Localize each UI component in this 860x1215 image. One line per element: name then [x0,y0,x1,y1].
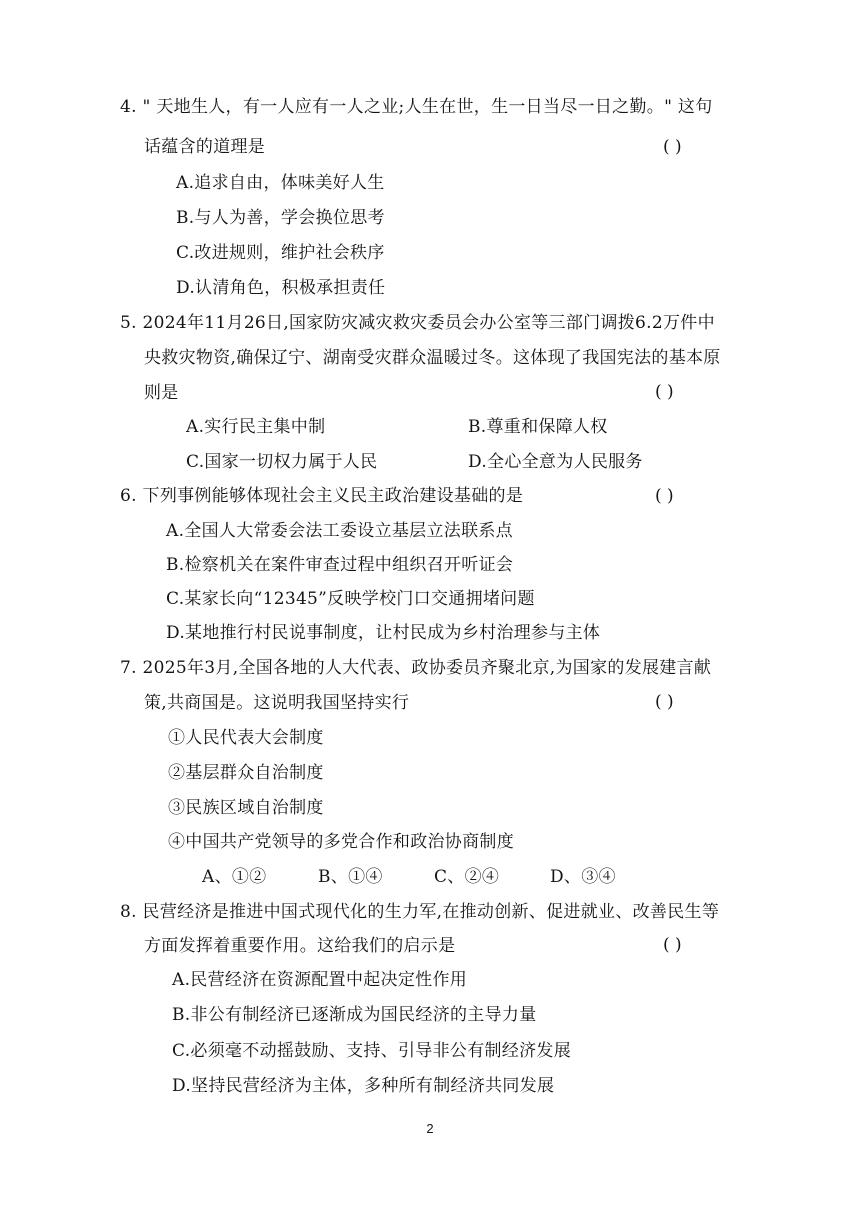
question-4-stem-line-1: 4. " 天地生人，有一人应有一人之业;人生在世，生一日当尽一日之勤。" 这句 [120,97,713,117]
question-5-option-b: B.尊重和保障人权 [468,417,608,437]
question-4-option-a: A.追求自由，体味美好人生 [176,173,385,193]
question-6-stem-line-1: 6. 下列事例能够体现社会主义民主政治建设基础的是 [120,486,524,506]
question-7-answer-bracket: ( ) [655,692,674,712]
question-5-option-c: C.国家一切权力属于人民 [186,452,378,472]
question-7-statement-2: ②基层群众自治制度 [168,763,324,783]
question-7-statement-1: ①人民代表大会制度 [168,728,324,748]
question-7-option-a: A、①② [202,867,267,887]
question-5-stem-line-3: 则是 [144,383,179,403]
question-8-option-b: B.非公有制经济已逐渐成为国民经济的主导力量 [172,1005,537,1025]
question-4-stem-line-2: 话蕴含的道理是 [144,137,266,157]
question-6-option-d: D.某地推行村民说事制度，让村民成为乡村治理参与主体 [166,623,601,643]
question-5-option-d: D.全心全意为人民服务 [468,452,643,472]
question-7-option-b: B、①④ [318,867,383,887]
question-6-option-c: C.某家长向“12345”反映学校门口交通拥堵问题 [166,589,535,609]
question-8-stem-line-1: 8. 民营经济是推进中国式现代化的生力军,在推动创新、促进就业、改善民生等 [120,902,720,922]
question-8-stem-line-2: 方面发挥着重要作用。这给我们的启示是 [144,936,456,956]
question-7-statement-4: ④中国共产党领导的多党合作和政治协商制度 [168,832,514,852]
page-number: 2 [426,1121,434,1136]
question-6-option-a: A.全国人大常委会法工委设立基层立法联系点 [166,521,513,541]
question-5-answer-bracket: ( ) [655,382,674,402]
question-4-answer-bracket: ( ) [663,137,682,157]
question-5-stem-line-1: 5. 2024年11月26日,国家防灾减灾救灾委员会办公室等三部门调拨6.2万件中 [120,313,715,333]
question-8-option-c: C.必须毫不动摇鼓励、支持、引导非公有制经济发展 [172,1041,572,1061]
question-6-option-b: B.检察机关在案件审查过程中组织召开听证会 [166,555,514,575]
question-5-option-a: A.实行民主集中制 [186,417,326,437]
question-7-option-c: C、②④ [434,867,500,887]
question-5-stem-line-2: 央救灾物资,确保辽宁、湖南受灾群众温暖过冬。这体现了我国宪法的基本原 [144,348,721,368]
question-8-answer-bracket: ( ) [663,935,682,955]
question-6-answer-bracket: ( ) [655,486,674,506]
question-8-option-d: D.坚持民营经济为主体，多种所有制经济共同发展 [172,1076,555,1096]
question-7-stem-line-1: 7. 2025年3月,全国各地的人大代表、政协委员齐聚北京,为国家的发展建言献 [120,658,712,678]
question-7-statement-3: ③民族区域自治制度 [168,798,324,818]
question-8-option-a: A.民营经济在资源配置中起决定性作用 [172,970,468,990]
question-7-option-d: D、③④ [550,867,616,887]
question-4-option-d: D.认清角色，积极承担责任 [176,278,386,298]
question-4-option-b: B.与人为善，学会换位思考 [176,208,385,228]
question-4-option-c: C.改进规则，维护社会秩序 [176,243,385,263]
question-7-stem-line-2: 策,共商国是。这说明我国坚持实行 [144,693,410,713]
